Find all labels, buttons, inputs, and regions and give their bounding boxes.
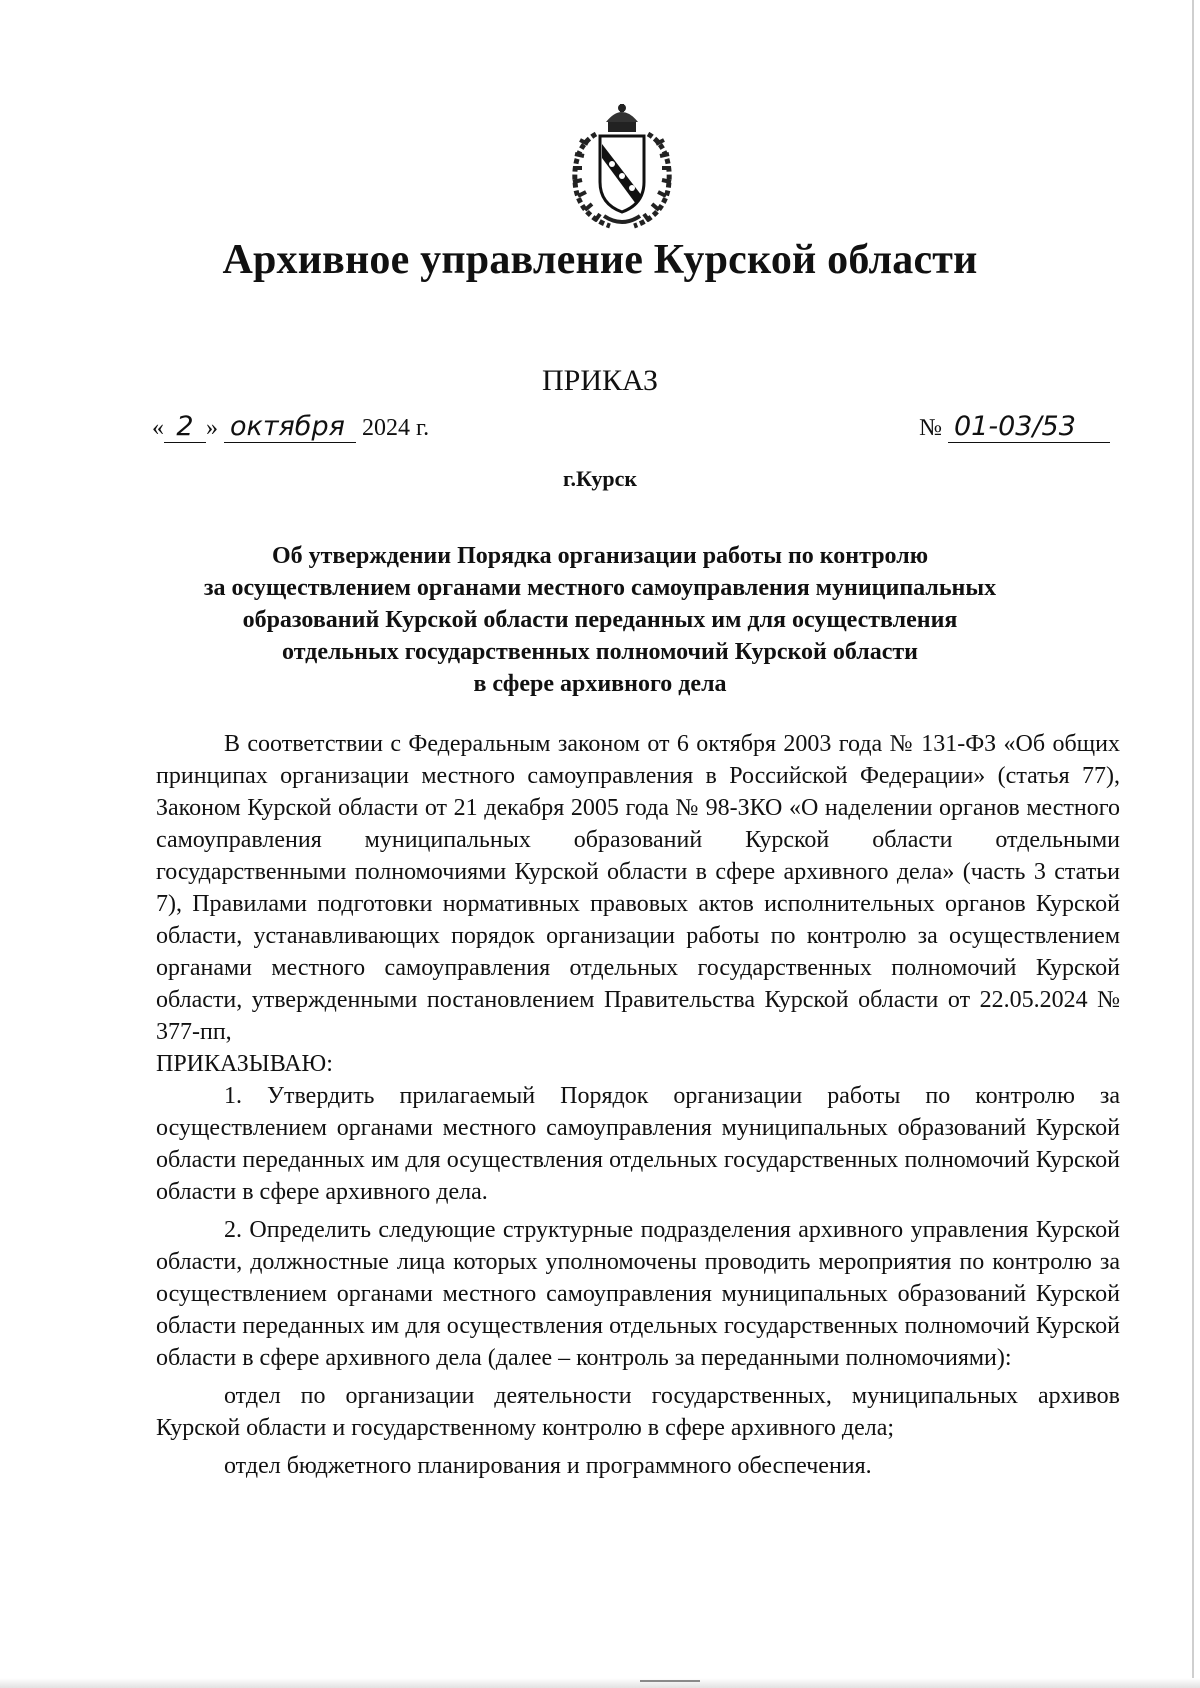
scan-mark (640, 1680, 700, 1682)
order-title-line: образований Курской области переданных им для осуществления (242, 607, 958, 633)
order-title-line: Об утверждении Порядка организации работы по контролю (271, 543, 929, 569)
item-1-paragraph: 1. Утвердить прилагаемый Порядок организации работы по контролю за осуществлением органами местного самоуправления муниципальных образований Курской области переданных им для осуществления отдельных государственных полномочий Курской области в сфере архивного дела. (156, 1083, 1120, 1205)
department-1-paragraph: отдел по организации деятельности государственных, муниципальных архивов Курской области и государственному контролю в сфере архивного дела; (156, 1383, 1120, 1441)
scan-edge-bottom (0, 1678, 1200, 1688)
order-number-handwritten: 01-03/53 (948, 412, 1110, 443)
date-month-handwritten: октября (224, 412, 356, 443)
agency-name: Архивное управление Курской области (222, 237, 978, 283)
date-close-quote: » (206, 415, 218, 441)
date-open-quote: « (152, 415, 164, 441)
order-word: ПРИКАЗЫВАЮ: (156, 1051, 333, 1077)
order-date (152, 412, 429, 443)
department-2-paragraph: отдел бюджетного планирования и программного обеспечения. (224, 1453, 872, 1479)
order-number (919, 412, 1110, 443)
document-type: ПРИКАЗ (542, 364, 658, 397)
preamble-paragraph: В соответствии с Федеральным законом от 6 октября 2003 года № 131-ФЗ «Об общих принципах организации местного самоуправления в Российской Федерации» (статья 77), Законом Курской области от 21 декабря 2005 года № 98-ЗКО «О наделении органов местного самоуправления муниципальных образований Курской области отдельными государственными полномочиями Курской области в сфере архивного дела» (часть 3 статьи 7), Правилами подготовки нормативных правовых актов исполнительных органов Курской области, устанавливающих порядок организации работы по контролю за осуществлением органами местного самоуправления отдельных государственных полномочий Курской области, утвержденными постановлением Правительства Курской области от 22.05.2024 № 377-пп, (156, 731, 1120, 1045)
order-title-line: отдельных государственных полномочий Курской области (282, 639, 918, 665)
city: г.Курск (562, 466, 638, 491)
date-year: 2024 г. (362, 415, 430, 441)
scan-edge-right (1192, 0, 1194, 1688)
item-2-paragraph: 2. Определить следующие структурные подразделения архивного управления Курской области, должностные лица которых уполномочены проводить мероприятия по контролю за осуществлением органами местного самоуправления муниципальных образований Курской области переданных им для осуществления отдельных государственных полномочий Курской области в сфере архивного дела (далее – контроль за переданными полномочиями): (156, 1217, 1120, 1371)
order-title-line: в сфере архивного дела (473, 671, 727, 697)
coat-of-arms-icon (566, 104, 678, 232)
date-day-handwritten: 2 (164, 412, 206, 443)
order-body (156, 728, 1120, 1482)
order-title-line: за осуществлением органами местного самоуправления муниципальных (203, 575, 997, 601)
order-number-prefix: № (919, 415, 942, 441)
order-title (150, 540, 1050, 700)
